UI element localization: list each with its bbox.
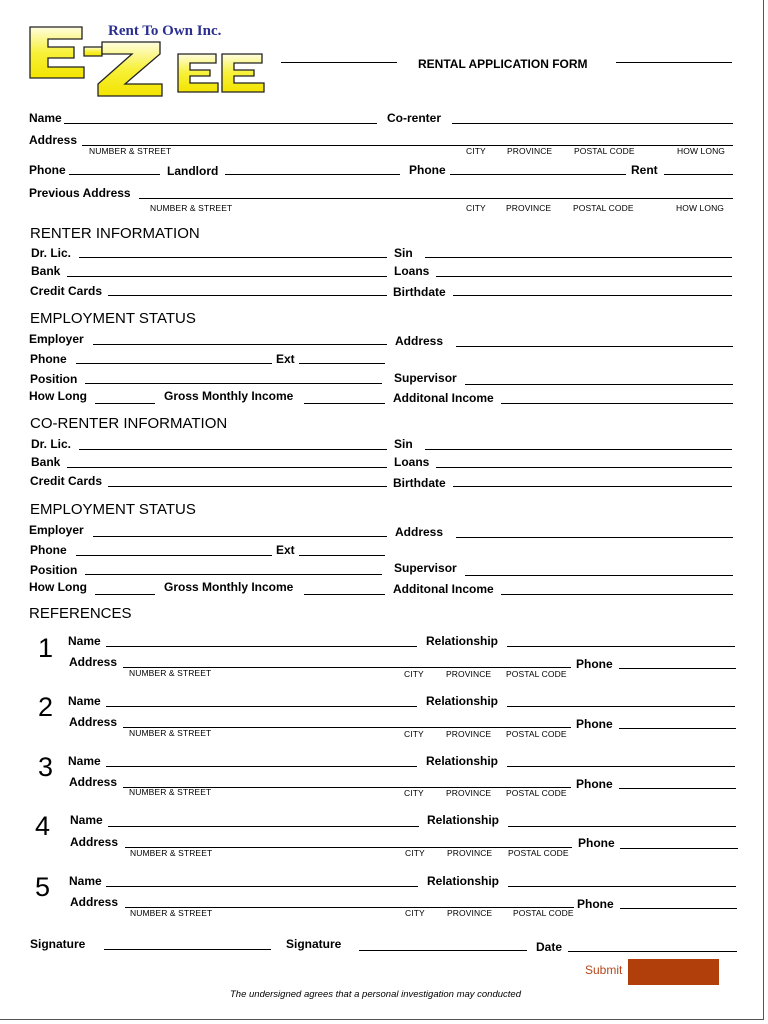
- renter-credit-cards-label: Credit Cards: [30, 284, 103, 298]
- reference-address-label-3: Address: [69, 775, 118, 789]
- renter-credit-cards-line: [108, 295, 387, 296]
- corenter-label: Co-renter: [387, 111, 442, 125]
- gross-income-label-2: Gross Monthly Income: [164, 580, 294, 594]
- renter-birthdate-label: Birthdate: [393, 285, 446, 299]
- corenter-line: [452, 123, 733, 124]
- corenter-loans-input[interactable]: [438, 453, 729, 467]
- reference-number-1: 1: [38, 633, 54, 663]
- renter-info-heading: RENTER INFORMATION: [30, 225, 200, 242]
- position-label-2: Position: [30, 563, 78, 577]
- employer-address-label-1: Address: [395, 334, 444, 348]
- previous-address-label: Previous Address: [29, 186, 131, 200]
- reference-relationship-input-2[interactable]: [509, 692, 732, 706]
- reference-province-caption-5: PROVINCE: [447, 908, 493, 918]
- reference-street-caption-5: NUMBER & STREET: [130, 908, 213, 918]
- additional-income-label-2: Additonal Income: [393, 582, 494, 596]
- how-long-input-1[interactable]: [97, 389, 152, 403]
- employer-phone-line-1: [76, 363, 272, 364]
- reference-number-4: 4: [35, 811, 51, 841]
- reference-street-caption-2: NUMBER & STREET: [129, 728, 212, 738]
- employer-ext-input-2[interactable]: [301, 541, 382, 555]
- reference-phone-line-4: [620, 848, 738, 849]
- reference-address-label-5: Address: [70, 895, 119, 909]
- reference-name-label-1: Name: [68, 634, 101, 648]
- reference-phone-input-2[interactable]: [621, 714, 733, 728]
- reference-phone-line-5: [620, 908, 737, 909]
- renter-bank-label: Bank: [31, 264, 61, 278]
- gross-income-line-2: [304, 594, 385, 595]
- renter-bank-line: [67, 276, 387, 277]
- supervisor-input-1[interactable]: [467, 370, 730, 384]
- gross-income-input-1[interactable]: [306, 389, 382, 403]
- additional-income-line-2: [501, 594, 733, 595]
- reference-relationship-label-4: Relationship: [427, 813, 500, 827]
- reference-city-caption-5: CITY: [405, 908, 425, 918]
- reference-name-label-5: Name: [69, 874, 102, 888]
- rent-input[interactable]: [666, 160, 730, 174]
- prev-street-caption: NUMBER & STREET: [150, 203, 233, 213]
- employer-phone-label-2: Phone: [30, 543, 67, 557]
- corenter-birthdate-label: Birthdate: [393, 476, 446, 490]
- reference-postal-caption-5: POSTAL CODE: [513, 908, 574, 918]
- renter-loans-label: Loans: [394, 264, 430, 278]
- reference-relationship-label-2: Relationship: [426, 694, 499, 708]
- reference-relationship-label-1: Relationship: [426, 634, 499, 648]
- renter-credit-cards-input[interactable]: [110, 281, 384, 295]
- rent-line: [664, 174, 733, 175]
- how-long-line-2: [95, 594, 155, 595]
- reference-name-input-2[interactable]: [108, 692, 414, 706]
- supervisor-input-2[interactable]: [467, 561, 730, 575]
- landlord-input[interactable]: [227, 160, 397, 174]
- landlord-label: Landlord: [167, 164, 219, 178]
- name-label: Name: [29, 111, 62, 125]
- employer-ext-input-1[interactable]: [301, 349, 382, 363]
- address-street-caption: NUMBER & STREET: [89, 146, 172, 156]
- employer-label-2: Employer: [29, 523, 84, 537]
- reference-postal-caption-3: POSTAL CODE: [506, 788, 567, 798]
- address-input[interactable]: [84, 131, 729, 145]
- reference-relationship-line-4: [508, 826, 736, 827]
- how-long-label-2: How Long: [29, 580, 87, 594]
- reference-address-label-1: Address: [69, 655, 118, 669]
- reference-address-label-4: Address: [70, 835, 119, 849]
- submit-button[interactable]: [628, 959, 719, 985]
- reference-name-label-3: Name: [68, 754, 101, 768]
- renter-drlic-label: Dr. Lic.: [31, 246, 72, 260]
- reference-city-caption-3: CITY: [404, 788, 424, 798]
- corenter-bank-line: [67, 467, 387, 468]
- reference-name-input-3[interactable]: [108, 752, 414, 766]
- employer-ext-label-2: Ext: [276, 543, 295, 557]
- corenter-sin-line: [425, 449, 732, 450]
- corenter-input[interactable]: [454, 109, 730, 123]
- reference-province-caption-1: PROVINCE: [446, 669, 492, 679]
- address-howlong-caption: HOW LONG: [677, 146, 726, 156]
- corenter-birthdate-line: [453, 486, 732, 487]
- gross-income-line-1: [304, 403, 385, 404]
- employment-heading-1: EMPLOYMENT STATUS: [30, 310, 196, 327]
- employment-heading-2: EMPLOYMENT STATUS: [30, 501, 196, 518]
- reference-name-input-5[interactable]: [108, 872, 415, 886]
- rent-label: Rent: [631, 163, 658, 177]
- corenter-bank-label: Bank: [31, 455, 61, 469]
- position-line-1: [85, 383, 382, 384]
- reference-relationship-input-4[interactable]: [510, 812, 733, 826]
- reference-city-caption-1: CITY: [404, 669, 424, 679]
- renter-drlic-input[interactable]: [81, 243, 384, 257]
- reference-street-caption-4: NUMBER & STREET: [130, 848, 213, 858]
- date-input[interactable]: [570, 937, 734, 951]
- supervisor-label-2: Supervisor: [394, 561, 457, 575]
- reference-name-line-4: [108, 826, 419, 827]
- reference-address-input-2[interactable]: [125, 713, 568, 727]
- renter-drlic-line: [79, 257, 387, 258]
- position-label-1: Position: [30, 372, 78, 386]
- phone-input[interactable]: [71, 160, 157, 174]
- reference-name-label-4: Name: [70, 813, 103, 827]
- corenter-drlic-input[interactable]: [81, 435, 384, 449]
- corenter-sin-label: Sin: [394, 437, 413, 451]
- signature-line-2: [359, 950, 527, 951]
- reference-province-caption-2: PROVINCE: [446, 729, 492, 739]
- reference-postal-caption-2: POSTAL CODE: [506, 729, 567, 739]
- reference-name-label-2: Name: [68, 694, 101, 708]
- signature-line-1: [104, 949, 271, 950]
- signature-input-1[interactable]: [106, 935, 268, 949]
- employer-ext-label-1: Ext: [276, 352, 295, 366]
- corenter-loans-label: Loans: [394, 455, 430, 469]
- reference-address-input-3[interactable]: [125, 773, 568, 787]
- how-long-input-2[interactable]: [97, 580, 152, 594]
- corenter-drlic-line: [79, 449, 387, 450]
- employer-label-1: Employer: [29, 332, 84, 346]
- reference-name-line-2: [106, 706, 417, 707]
- corenter-sin-input[interactable]: [427, 435, 729, 449]
- reference-phone-label-3: Phone: [576, 777, 613, 791]
- reference-relationship-line-5: [508, 886, 736, 887]
- employer-input-1[interactable]: [95, 330, 384, 344]
- reference-phone-label-5: Phone: [577, 897, 614, 911]
- how-long-label-1: How Long: [29, 389, 87, 403]
- reference-phone-line-1: [619, 668, 736, 669]
- corenter-credit-cards-input[interactable]: [110, 472, 384, 486]
- reference-province-caption-3: PROVINCE: [446, 788, 492, 798]
- renter-birthdate-input[interactable]: [455, 281, 729, 295]
- reference-address-input-1[interactable]: [125, 653, 568, 667]
- reference-phone-label-2: Phone: [576, 717, 613, 731]
- corenter-drlic-label: Dr. Lic.: [31, 437, 72, 451]
- phone-line: [69, 174, 160, 175]
- corenter-credit-cards-line: [108, 486, 387, 487]
- reference-name-line-5: [106, 886, 418, 887]
- employer-address-label-2: Address: [395, 525, 444, 539]
- reference-address-input-5[interactable]: [127, 893, 571, 907]
- reference-address-label-2: Address: [69, 715, 118, 729]
- corenter-info-heading: CO-RENTER INFORMATION: [30, 415, 228, 432]
- prev-province-caption: PROVINCE: [506, 203, 552, 213]
- employer-phone-line-2: [76, 555, 272, 556]
- name-line: [64, 123, 377, 124]
- position-line-2: [85, 574, 382, 575]
- landlord-phone-input[interactable]: [452, 160, 623, 174]
- reference-name-line-1: [106, 646, 417, 647]
- corenter-credit-cards-label: Credit Cards: [30, 474, 103, 488]
- renter-bank-input[interactable]: [69, 262, 384, 276]
- reference-phone-input-1[interactable]: [621, 654, 733, 668]
- date-line: [568, 951, 737, 952]
- renter-loans-input[interactable]: [438, 262, 729, 276]
- signature-input-2[interactable]: [361, 936, 524, 950]
- reference-relationship-label-3: Relationship: [426, 754, 499, 768]
- supervisor-line-2: [465, 575, 733, 576]
- address-label: Address: [29, 133, 78, 147]
- renter-sin-input[interactable]: [427, 243, 729, 257]
- date-label: Date: [536, 940, 563, 954]
- phone-label: Phone: [29, 163, 66, 177]
- reference-number-3: 3: [38, 752, 54, 782]
- previous-address-input[interactable]: [141, 184, 729, 198]
- address-line: [82, 145, 733, 146]
- title-rule-right: [616, 62, 732, 63]
- address-province-caption: PROVINCE: [507, 146, 553, 156]
- reference-relationship-line-2: [507, 706, 735, 707]
- position-input-1[interactable]: [87, 369, 379, 383]
- submit-label: Submit: [585, 963, 623, 977]
- renter-sin-line: [425, 257, 732, 258]
- address-postal-caption: POSTAL CODE: [574, 146, 635, 156]
- reference-phone-line-3: [619, 788, 736, 789]
- reference-phone-label-1: Phone: [576, 657, 613, 671]
- additional-income-line-1: [501, 403, 733, 404]
- form-title: RENTAL APPLICATION FORM: [418, 57, 588, 71]
- reference-number-2: 2: [38, 692, 54, 722]
- landlord-line: [225, 174, 400, 175]
- gross-income-input-2[interactable]: [306, 580, 382, 594]
- reference-relationship-input-5[interactable]: [510, 872, 733, 886]
- supervisor-label-1: Supervisor: [394, 371, 457, 385]
- reference-postal-caption-4: POSTAL CODE: [508, 848, 569, 858]
- company-logo: [28, 22, 268, 100]
- corenter-birthdate-input[interactable]: [455, 472, 729, 486]
- supervisor-line-1: [465, 384, 733, 385]
- how-long-line-1: [95, 403, 155, 404]
- renter-loans-line: [436, 276, 732, 277]
- signature-label-1: Signature: [30, 937, 86, 951]
- corenter-bank-input[interactable]: [69, 453, 384, 467]
- reference-number-5: 5: [35, 872, 51, 902]
- previous-address-line: [139, 198, 733, 199]
- reference-postal-caption-1: POSTAL CODE: [506, 669, 567, 679]
- employer-address-input-1[interactable]: [458, 332, 730, 346]
- reference-phone-input-3[interactable]: [621, 774, 733, 788]
- disclaimer-text: The undersigned agrees that a personal investigation may conducted: [230, 989, 521, 1000]
- additional-income-input-1[interactable]: [503, 389, 730, 403]
- prev-postal-caption: POSTAL CODE: [573, 203, 634, 213]
- reference-phone-input-4[interactable]: [622, 834, 735, 848]
- reference-name-input-4[interactable]: [110, 812, 416, 826]
- renter-sin-label: Sin: [394, 246, 413, 260]
- reference-relationship-input-1[interactable]: [509, 632, 732, 646]
- employer-address-input-2[interactable]: [458, 523, 730, 537]
- title-rule-left: [281, 62, 397, 63]
- additional-income-label-1: Additonal Income: [393, 391, 494, 405]
- reference-province-caption-4: PROVINCE: [447, 848, 493, 858]
- reference-relationship-input-3[interactable]: [509, 752, 732, 766]
- reference-city-caption-2: CITY: [404, 729, 424, 739]
- reference-phone-line-2: [619, 728, 736, 729]
- reference-relationship-label-5: Relationship: [427, 874, 500, 888]
- reference-phone-input-5[interactable]: [622, 894, 734, 908]
- employer-address-line-2: [456, 537, 733, 538]
- employer-line-2: [93, 536, 387, 537]
- prev-city-caption: CITY: [466, 203, 486, 213]
- reference-street-caption-3: NUMBER & STREET: [129, 787, 212, 797]
- additional-income-input-2[interactable]: [503, 580, 730, 594]
- renter-birthdate-line: [453, 295, 732, 296]
- landlord-phone-label: Phone: [409, 163, 446, 177]
- employer-ext-line-1: [299, 363, 385, 364]
- references-heading: REFERENCES: [29, 605, 132, 622]
- reference-name-input-1[interactable]: [108, 632, 414, 646]
- prev-howlong-caption: HOW LONG: [676, 203, 725, 213]
- employer-phone-input-2[interactable]: [78, 541, 269, 555]
- reference-phone-label-4: Phone: [578, 836, 615, 850]
- employer-phone-input-1[interactable]: [78, 349, 269, 363]
- gross-income-label-1: Gross Monthly Income: [164, 389, 294, 403]
- reference-street-caption-1: NUMBER & STREET: [129, 668, 212, 678]
- reference-relationship-line-3: [507, 766, 735, 767]
- signature-label-2: Signature: [286, 937, 342, 951]
- reference-address-input-4[interactable]: [127, 833, 569, 847]
- reference-city-caption-4: CITY: [405, 848, 425, 858]
- reference-relationship-line-1: [507, 646, 735, 647]
- corenter-loans-line: [436, 467, 732, 468]
- landlord-phone-line: [450, 174, 626, 175]
- employer-input-2[interactable]: [95, 522, 384, 536]
- company-name: Rent To Own Inc.: [108, 23, 222, 39]
- employer-address-line-1: [456, 346, 733, 347]
- reference-name-line-3: [106, 766, 417, 767]
- name-input[interactable]: [66, 109, 374, 123]
- address-city-caption: CITY: [466, 146, 486, 156]
- employer-line-1: [93, 344, 387, 345]
- position-input-2[interactable]: [87, 560, 379, 574]
- employer-phone-label-1: Phone: [30, 352, 67, 366]
- employer-ext-line-2: [299, 555, 385, 556]
